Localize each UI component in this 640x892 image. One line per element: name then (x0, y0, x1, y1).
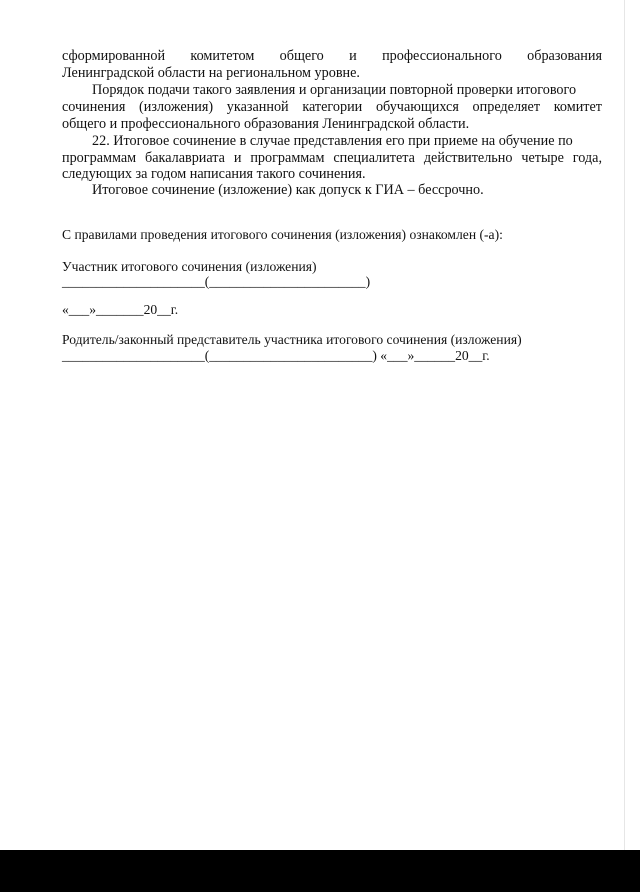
para4-line1: Итоговое сочинение (изложение) как допуск к ГИА – бессрочно. (92, 182, 484, 198)
para3-line1: 22. Итоговое сочинение в случае представления его при приеме на обучение по (92, 133, 573, 149)
scan-bottom-band (0, 850, 640, 892)
para2-line1: Порядок подачи такого заявления и организации повторной проверки итогового (92, 82, 577, 98)
participant-signature-line: _____________________(_______________________) (62, 274, 371, 289)
parent-label: Родитель/законный представитель участника итогового сочинения (изложения) (62, 332, 522, 347)
para3-line2: программам бакалавриата и программам специалитета действительно четыре года, (62, 150, 602, 166)
para2-line3: общего и профессионального образования Ленинградской области. (62, 116, 470, 132)
para1-line2: Ленинградской области на региональном уровне. (62, 65, 360, 81)
para3-line3: следующих за годом написания такого сочинения. (62, 166, 366, 182)
participant-label: Участник итогового сочинения (изложения) (62, 259, 317, 274)
acknowledgement-text: С правилами проведения итогового сочинения (изложения) ознакомлен (-а): (62, 227, 503, 242)
para2-line2: сочинения (изложения) указанной категории обучающихся определяет комитет (62, 99, 602, 115)
para1-line1: сформированной комитетом общего и профессионального образования (62, 48, 602, 64)
parent-signature-date-line: _____________________(________________________) «___»______20__г. (62, 348, 490, 363)
participant-date-line: «___»_______20__г. (62, 302, 179, 317)
scan-right-edge (624, 0, 640, 850)
